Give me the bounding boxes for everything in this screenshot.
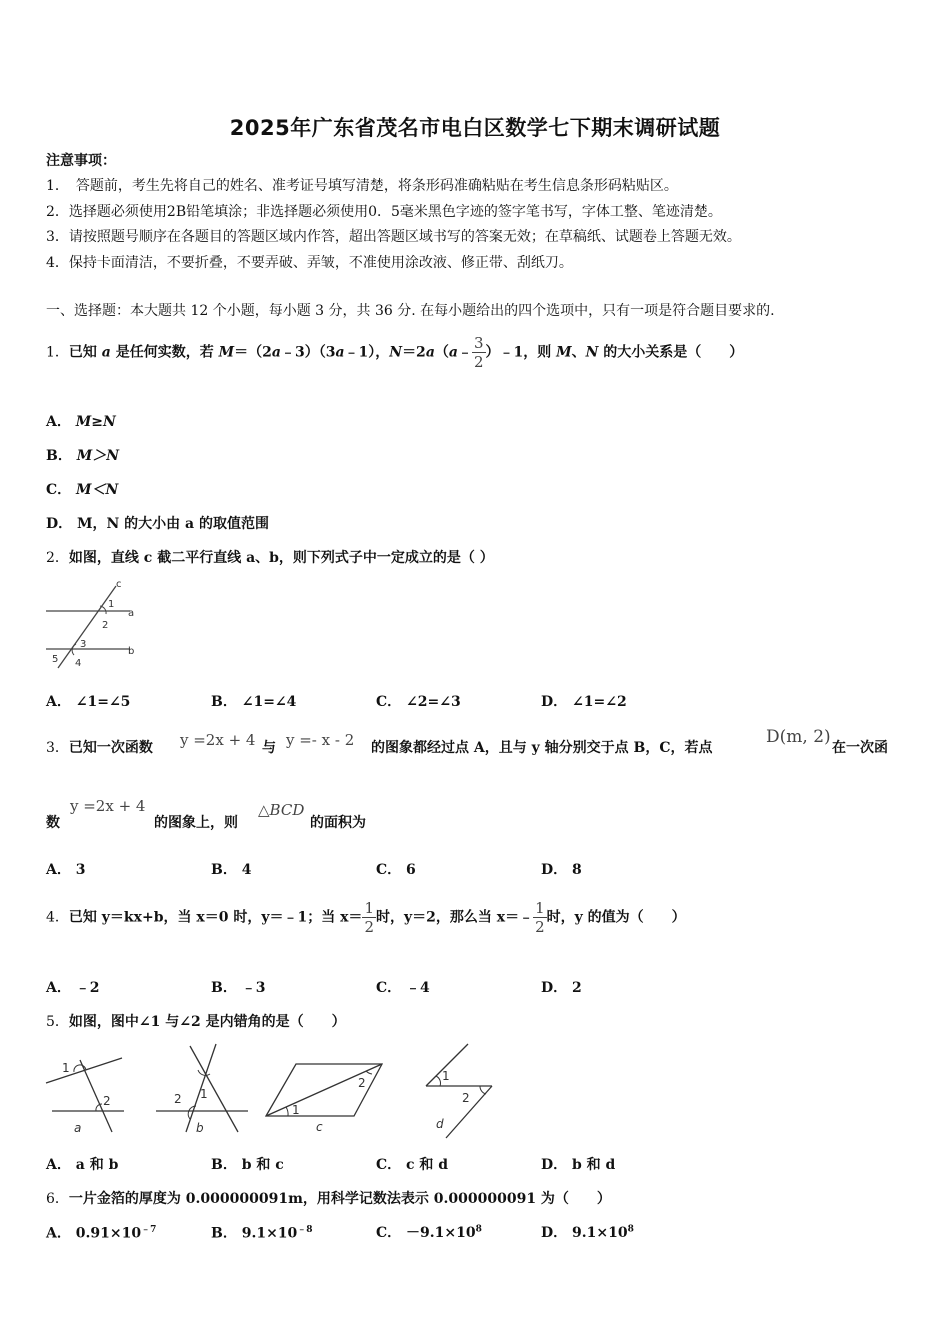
option-a: A． ﹣2 bbox=[46, 980, 100, 996]
formula: D(m, 2) bbox=[766, 727, 831, 747]
formula: △BCD bbox=[258, 801, 305, 819]
question-5: 5．如图，图中∠1 与∠2 是内错角的是（ ） bbox=[46, 1014, 346, 1030]
option-c: C． 6 bbox=[376, 862, 416, 878]
option-d: D． M，N 的大小由 a 的取值范围 bbox=[46, 516, 270, 532]
option-d: D． 2 bbox=[541, 980, 582, 996]
svg-text:b: b bbox=[128, 646, 135, 657]
option-d: D． $9.1\times 10^8$ bbox=[541, 1224, 634, 1241]
svg-text:1: 1 bbox=[62, 1061, 70, 1075]
option-c: C． ﹣4 bbox=[376, 980, 430, 996]
svg-text:2: 2 bbox=[102, 620, 109, 631]
option-b: B． b 和 c bbox=[211, 1157, 284, 1173]
svg-text:2: 2 bbox=[358, 1076, 366, 1090]
option-b: B． ﹣3 bbox=[211, 980, 266, 996]
figure-b bbox=[156, 1044, 248, 1135]
svg-text:d: d bbox=[436, 1117, 444, 1131]
figure-c bbox=[266, 1064, 382, 1134]
option-c: C． M＜N bbox=[46, 482, 119, 498]
svg-text:2: 2 bbox=[174, 1092, 182, 1106]
option-a: A． $0.91\times 10^{﹣7}$ bbox=[46, 1225, 157, 1242]
option-a: A． M≥N bbox=[46, 414, 116, 430]
formula: y =2x + 4 bbox=[180, 731, 256, 749]
option-c: C． ∠2=∠3 bbox=[376, 694, 461, 710]
figure-d bbox=[426, 1044, 492, 1138]
question-4: 4．已知 y＝kx+b，当 x＝0 时，y＝﹣1；当 x＝ $\frac{1}{2}$ 时，y＝2，那么当 x＝﹣ $\frac{1}{2}$ 时，y 的值为（ ） bbox=[46, 899, 686, 936]
section-heading: 一、选择题：本大题共 12 个小题，每小题 3 分，共 36 分. 在每小题给出的四个选项中，只有一项是符合题目要求的. bbox=[46, 303, 775, 319]
fraction: $\frac{1}{2}$ bbox=[535, 899, 545, 936]
svg-text:1: 1 bbox=[200, 1087, 208, 1101]
q2-figure bbox=[44, 578, 144, 670]
option-b: B． ∠1=∠4 bbox=[211, 694, 297, 710]
notice-item: 2．选择题必须使用2B铅笔填涂；非选择题必须使用0．5毫米黑色字迹的签字笔书写，字体工整、笔迹清楚。 bbox=[46, 204, 722, 220]
question-number: 1． bbox=[46, 344, 69, 361]
question-2: 2．如图，直线 c 截二平行直线 a、b，则下列式子中一定成立的是（ ） bbox=[46, 550, 494, 566]
question-6: 6．一片金箔的厚度为 0.000000091m，用科学记数法表示 0.000000091 为（ ） bbox=[46, 1191, 611, 1207]
svg-text:c: c bbox=[316, 1120, 323, 1134]
option-d: D． b 和 d bbox=[541, 1157, 616, 1173]
svg-text:b: b bbox=[196, 1121, 204, 1135]
question-3: 3．已知一次函数 bbox=[46, 740, 153, 756]
svg-text:1: 1 bbox=[292, 1103, 300, 1117]
question-1: 1．已知 a 是任何实数，若 M＝（2a﹣3）（3a﹣1），N＝2a（a﹣ $\frac{3}{2}$ ）﹣1，则 M、N 的大小关系是（ ） bbox=[46, 334, 744, 371]
page-title: 2025年广东省茂名市电白区数学七下期末调研试题 bbox=[229, 116, 721, 140]
svg-text:1: 1 bbox=[108, 599, 115, 610]
notice-item: 1． 答题前，考生先将自己的姓名、准考证号填写清楚，将条形码准确粘贴在考生信息条形码粘贴区。 bbox=[46, 178, 678, 194]
fraction: $\frac{3}{2}$ bbox=[473, 334, 484, 371]
formula: y =- x - 2 bbox=[286, 731, 355, 749]
option-b: B． M＞N bbox=[46, 448, 120, 464]
notice-item: 4．保持卡面清洁，不要折叠，不要弄破、弄皱，不准使用涂改液、修正带、刮纸刀。 bbox=[46, 255, 573, 271]
option-a: A． ∠1=∠5 bbox=[46, 694, 131, 710]
option-d: D． 8 bbox=[541, 862, 582, 878]
notice-item: 3．请按照题号顺序在各题目的答题区域内作答，超出答题区域书写的答案无效；在草稿纸、试题卷上答题无效。 bbox=[46, 229, 741, 245]
svg-text:2: 2 bbox=[462, 1091, 470, 1105]
svg-text:2: 2 bbox=[103, 1094, 111, 1108]
option-d: D． ∠1=∠2 bbox=[541, 694, 627, 710]
svg-text:a: a bbox=[128, 608, 135, 619]
option-b: B． $9.1\times 10^{﹣8}$ bbox=[211, 1225, 313, 1242]
figure-a bbox=[46, 1058, 124, 1135]
notice-heading: 注意事项： bbox=[46, 153, 116, 169]
fraction: $\frac{1}{2}$ bbox=[364, 899, 374, 936]
formula: y =2x + 4 bbox=[70, 797, 146, 815]
svg-text:1: 1 bbox=[442, 1069, 450, 1083]
option-c: C． c 和 d bbox=[376, 1157, 449, 1173]
option-a: A． a 和 b bbox=[46, 1157, 119, 1173]
svg-text:3: 3 bbox=[80, 639, 87, 650]
svg-text:5: 5 bbox=[52, 654, 59, 665]
svg-text:a: a bbox=[74, 1121, 82, 1135]
svg-text:4: 4 bbox=[75, 658, 82, 669]
q5-figures bbox=[40, 1040, 510, 1140]
svg-text:c: c bbox=[116, 579, 122, 590]
option-b: B． 4 bbox=[211, 862, 252, 878]
option-a: A． 3 bbox=[46, 862, 86, 878]
option-c: C． $-9.1\times 10^8$ bbox=[376, 1224, 482, 1241]
